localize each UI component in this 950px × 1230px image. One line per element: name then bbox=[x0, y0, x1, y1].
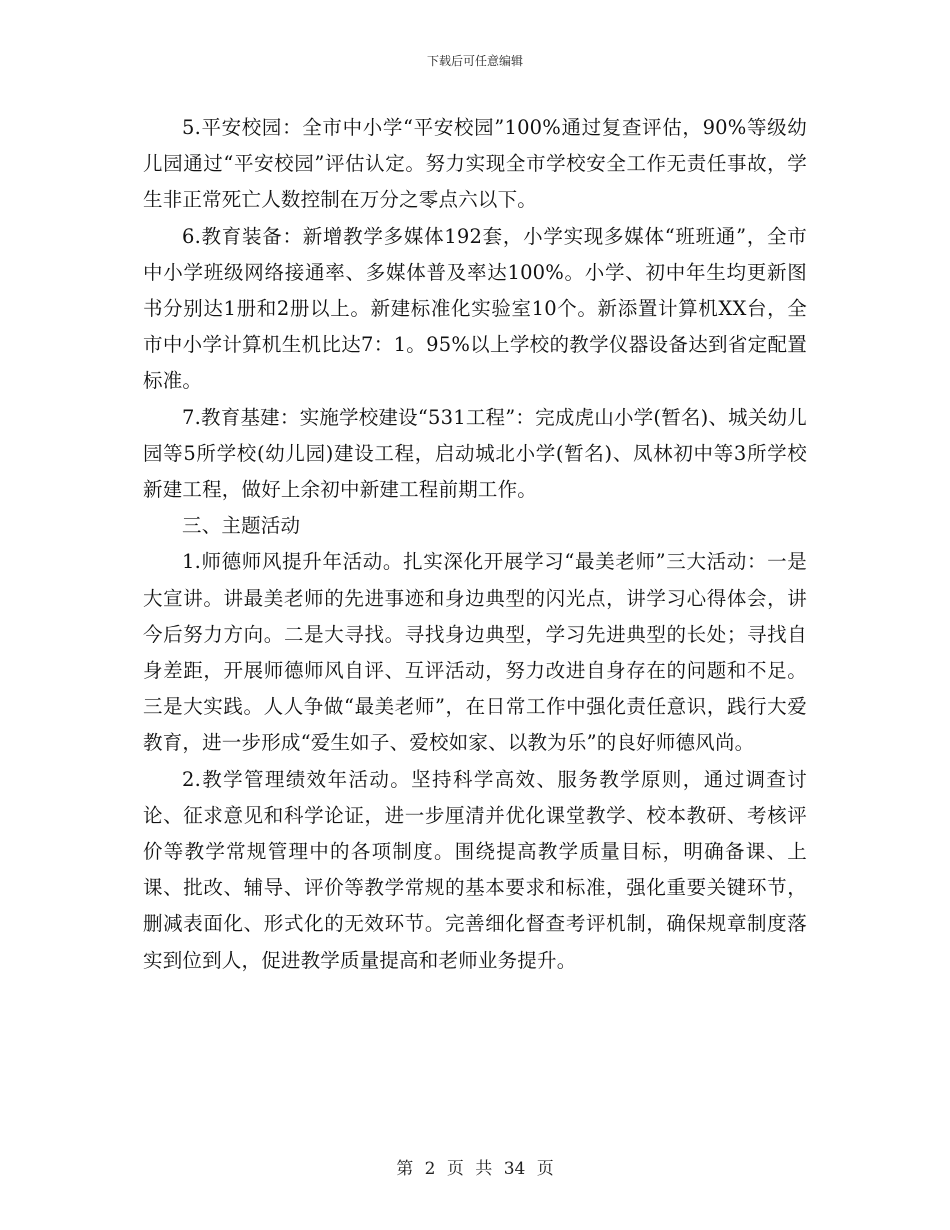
page-header-note: 下载后可任意编辑 bbox=[426, 54, 523, 68]
section-heading-theme-activities: 三、主题活动 bbox=[182, 514, 301, 538]
paragraph-safe-campus: 5.平安校园：全市中小学“平安校园”100%通过复查评估，90%等级幼儿园通过“平安校园”评估认定。努力实现全市学校安全工作无责任事故，学生非正常死亡人数控制在万分之零点六以下。 bbox=[143, 116, 807, 212]
document-body bbox=[143, 110, 807, 979]
page-number-footer: 第 2 页 共 34 页 bbox=[396, 1159, 554, 1179]
paragraph-teacher-ethics: 1.师德师风提升年活动。扎实深化开展学习“最美老师”三大活动：一是大宣讲。讲最美老师的先进事迹和身边典型的闪光点，讲学习心得体会，讲今后努力方向。二是大寻找。寻找身边典型，学习先进典型的长处；寻找自身差距，开展师德师风自评、互评活动，努力改进自身存在的问题和不足。三是大实践。人人争做“最美老师”，在日常工作中强化责任意识，践行大爱教育，进一步形成“爱生如子、爱校如家、以教为乐”的良好师德风尚。 bbox=[143, 550, 807, 755]
paragraph-teaching-management: 2.教学管理绩效年活动。坚持科学高效、服务教学原则，通过调查讨论、征求意见和科学论证，进一步厘清并优化课堂教学、校本教研、考核评价等教学常规管理中的各项制度。围绕提高教学质量目标，明确备课、上课、批改、辅导、评价等教学常规的基本要求和标准，强化重要关键环节，删减表面化、形式化的无效环节。完善细化督查考评机制，确保规章制度落实到位到人，促进教学质量提高和老师业务提升。 bbox=[143, 767, 807, 972]
paragraph-education-infrastructure: 7.教育基建：实施学校建设“531工程”：完成虎山小学(暂名)、城关幼儿园等5所学校(幼儿园)建设工程，启动城北小学(暂名)、凤林初中等3所学校新建工程，做好上余初中新建工程前期工作。 bbox=[143, 405, 807, 502]
paragraph-education-equipment: 6.教育装备：新增教学多媒体192套，小学实现多媒体“班班通”，全市中小学班级网络接通率、多媒体普及率达100%。小学、初中年生均更新图书分别达1册和2册以上。新建标准化实验室10个。新添置计算机XX台，全市中小学计算机生机比达7：1。95%以上学校的教学仪器设备达到省定配置标准。 bbox=[143, 224, 807, 393]
